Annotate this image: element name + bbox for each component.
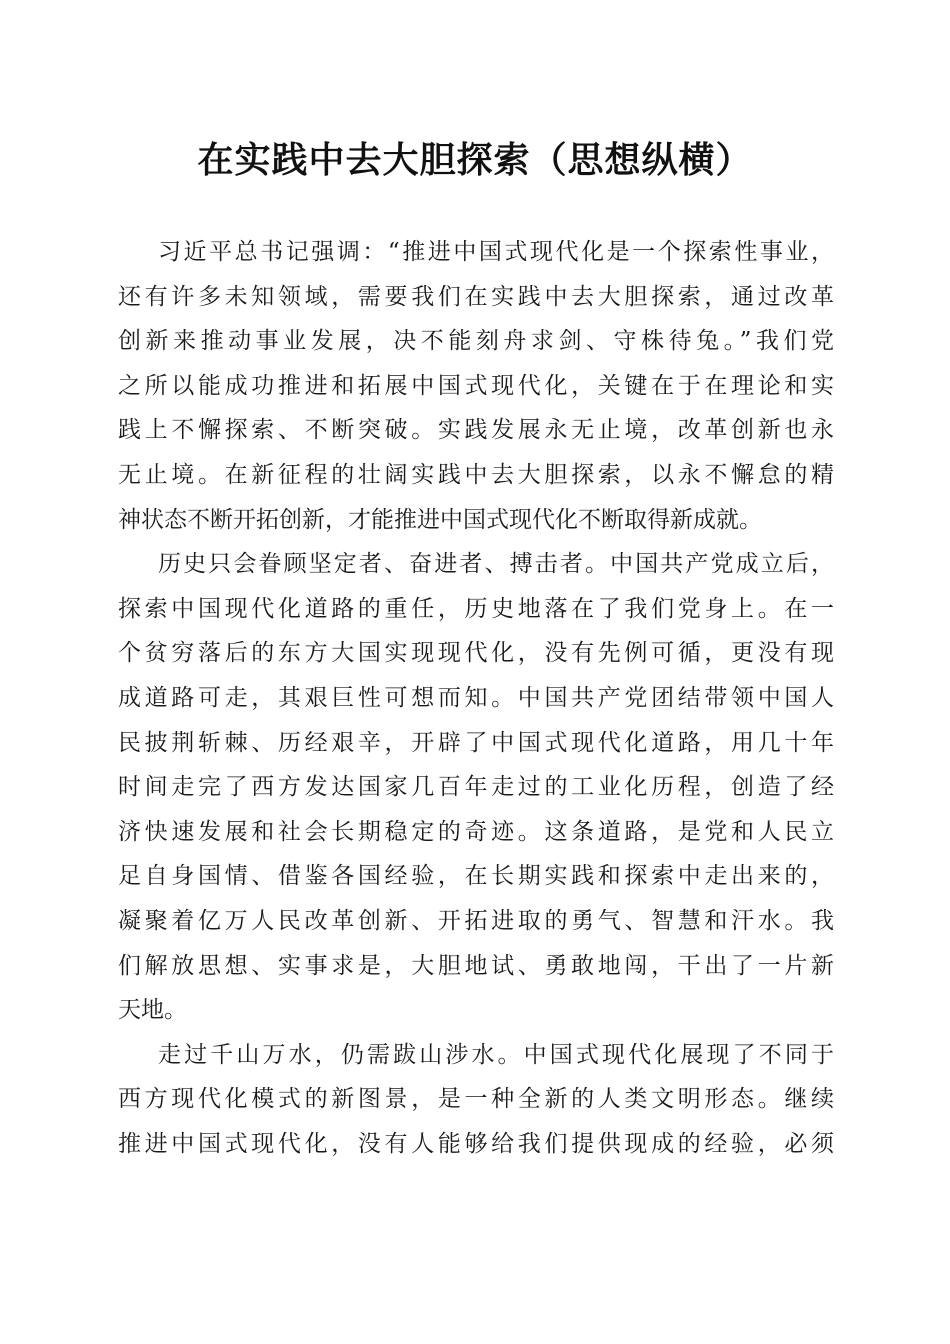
paragraph-1: [118, 230, 834, 542]
paragraph-3: [118, 1033, 834, 1167]
paragraph-2: [118, 542, 834, 1033]
text-line: 凝聚着亿万人民改革创新、开拓进取的勇气、智慧和汗水。我: [118, 907, 834, 934]
text-line: 足自身国情、借鉴各国经验，在长期实践和探索中走出来的，: [118, 863, 834, 890]
text-line: 无止境。在新征程的壮阔实践中去大胆探索，以永不懈怠的精: [118, 461, 834, 488]
text-line: 天地。: [118, 997, 187, 1024]
text-line: 践上不懈探索、不断突破。实践发展永无止境，改革创新也永: [118, 417, 834, 444]
text-line: 走过千山万水，仍需跋山涉水。中国式现代化展现了不同于: [158, 1041, 834, 1068]
text-line: 民披荆斩棘、历经艰辛，开辟了中国式现代化道路，用几十年: [118, 729, 834, 756]
text-line: 还有许多未知领域，需要我们在实践中去大胆探索，通过改革: [118, 283, 834, 310]
text-line: 济快速发展和社会长期稳定的奇迹。这条道路，是党和人民立: [118, 818, 834, 845]
text-line: 推进中国式现代化，没有人能够给我们提供现成的经验，必须: [118, 1130, 834, 1157]
text-line: 西方现代化模式的新图景，是一种全新的人类文明形态。继续: [118, 1086, 834, 1113]
article-body: [118, 230, 834, 1166]
text-line: 时间走完了西方发达国家几百年走过的工业化历程，创造了经: [118, 774, 834, 801]
text-line: 习近平总书记强调：“推进中国式现代化是一个探索性事业，: [158, 239, 834, 265]
text-line: 个贫穷落后的东方大国实现现代化，没有先例可循，更没有现: [118, 640, 834, 667]
text-line: 神状态不断开拓创新，才能推进中国式现代化不断取得新成就。: [118, 506, 762, 533]
text-line: 成道路可走，其艰巨性可想而知。中国共产党团结带领中国人: [118, 684, 834, 711]
text-line: 探索中国现代化道路的重任，历史地落在了我们党身上。在一: [118, 595, 834, 622]
text-line: 历史只会眷顾坚定者、奋进者、搏击者。中国共产党成立后，: [158, 551, 834, 578]
page-title: 在实践中去大胆探索（思想纵横）: [197, 139, 753, 181]
text-line: 们解放思想、实事求是，大胆地试、勇敢地闯，干出了一片新: [118, 952, 834, 979]
text-line: 创新来推动事业发展，决不能刻舟求剑、守株待兔。”我们党: [118, 328, 834, 355]
text-line: 之所以能成功推进和拓展中国式现代化，关键在于在理论和实: [118, 372, 834, 399]
